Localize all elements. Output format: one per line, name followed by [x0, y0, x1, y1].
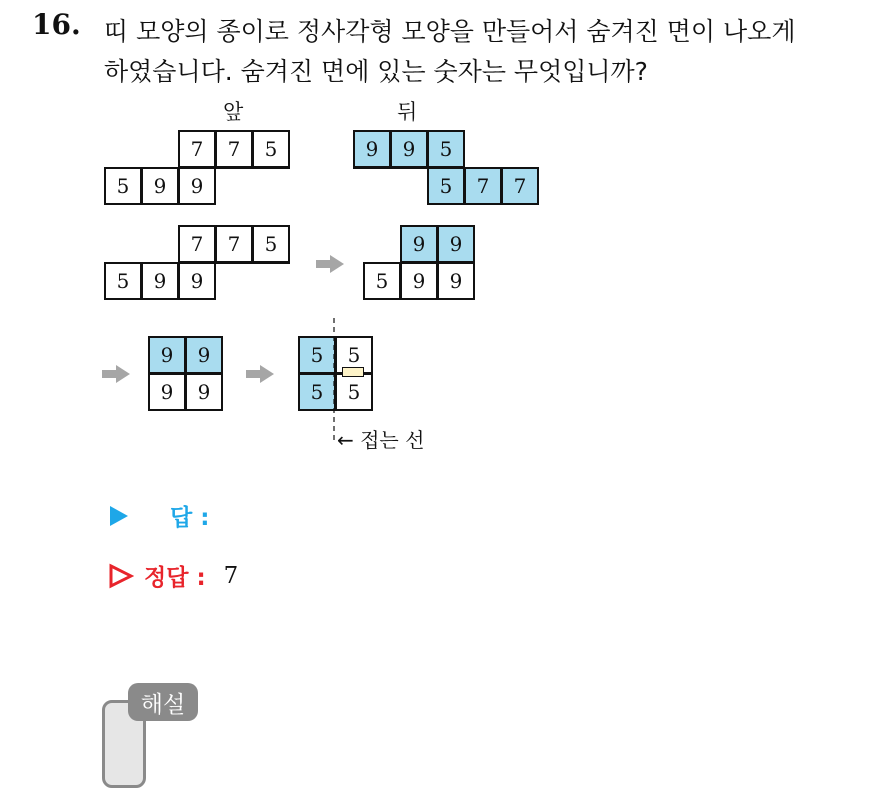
step4-cell: 9: [185, 373, 223, 411]
right-arrow-icon: [102, 365, 130, 383]
front-cell: 9: [141, 167, 179, 205]
question-number: 16.: [32, 8, 81, 41]
question-text-line1: 띠 모양의 종이로 정사각형 모양을 만들어서 숨겨진 면이 나오게: [104, 17, 796, 46]
strip-edge: [215, 167, 290, 169]
back-cell: 5: [427, 167, 465, 205]
step3-cell: 9: [400, 225, 438, 263]
front-cell: 7: [178, 130, 216, 168]
front-cell: 9: [178, 167, 216, 205]
play-outline-icon: [108, 563, 134, 589]
back-cell: 7: [464, 167, 502, 205]
front-cell: 7: [215, 130, 253, 168]
front-cell: 5: [104, 167, 142, 205]
play-icon: [108, 504, 130, 528]
back-label: 뒤: [397, 100, 418, 124]
back-cell: 9: [390, 130, 428, 168]
step4-cell: 9: [148, 336, 186, 374]
right-arrow-icon: [246, 365, 274, 383]
step2-cell: 5: [252, 225, 290, 263]
step4-cell: 9: [185, 336, 223, 374]
step2-cell: 5: [104, 262, 142, 300]
step3-cell: 9: [400, 262, 438, 300]
strip-edge: [215, 262, 290, 264]
correct-answer-value: 7: [223, 562, 239, 589]
step3-cell: 9: [437, 262, 475, 300]
step3-cell: 5: [363, 262, 401, 300]
correct-answer-label: 정답 :: [144, 565, 206, 591]
step4-cell: 9: [148, 373, 186, 411]
step5-cell: 5: [298, 373, 336, 411]
step5-cell: 5: [335, 373, 373, 411]
step5-cell: 5: [298, 336, 336, 374]
step2-cell: 7: [215, 225, 253, 263]
fold-flap: [342, 367, 364, 377]
question-text-line2: 하였습니다. 숨겨진 면에 있는 숫자는 무엇입니까?: [104, 57, 648, 86]
step3-cell: 9: [437, 225, 475, 263]
back-cell: 7: [501, 167, 539, 205]
step2-cell: 9: [141, 262, 179, 300]
correct-answer-row: [108, 559, 238, 592]
back-cell: 9: [353, 130, 391, 168]
right-arrow-icon: [316, 255, 344, 273]
strip-edge: [353, 167, 428, 169]
answer-label: 답 :: [170, 505, 210, 531]
front-cell: 5: [252, 130, 290, 168]
step5-cell: 5: [335, 336, 373, 374]
step2-cell: 7: [178, 225, 216, 263]
answer-row: [108, 499, 227, 532]
front-label: 앞: [223, 100, 244, 124]
fold-line-label: ← 접는 선: [337, 428, 425, 452]
back-cell: 5: [427, 130, 465, 168]
step2-cell: 9: [178, 262, 216, 300]
explanation-tab[interactable]: 해설: [128, 683, 198, 721]
